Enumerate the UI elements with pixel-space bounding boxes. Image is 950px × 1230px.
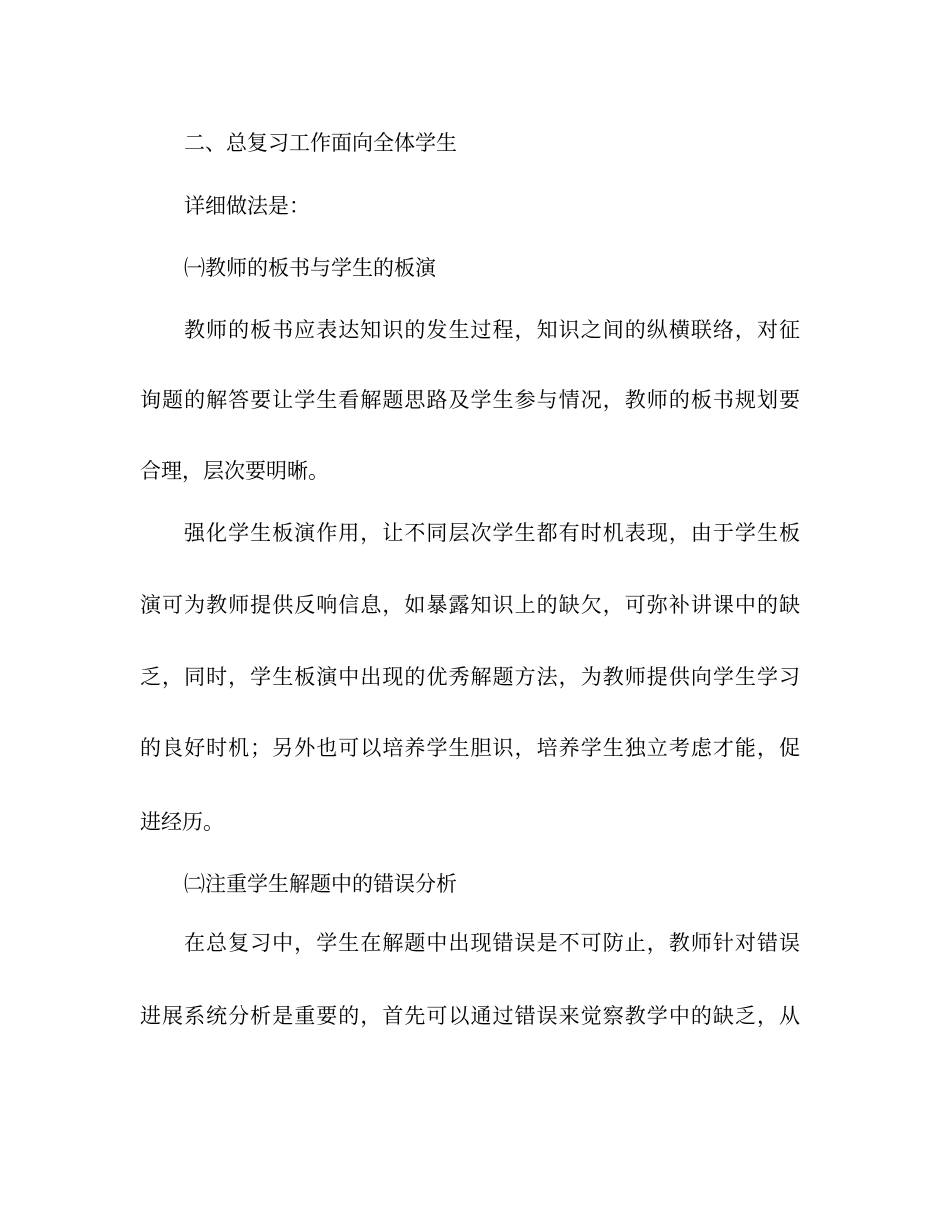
paragraph-line: 进经历。	[140, 810, 224, 834]
paragraph-line: 乏，同时，学生板演中出现的优秀解题方法，为教师提供向学生学习	[140, 665, 800, 689]
paragraph-line: 教师的板书应表达知识的发生过程，知识之间的纵横联络，对征	[184, 318, 800, 342]
intro-text: 详细做法是：	[184, 194, 310, 218]
subsection-title-1: ㈠教师的板书与学生的板演	[184, 256, 436, 280]
paragraph-line: 的良好时机；另外也可以培养学生胆识，培养学生独立考虑才能，促	[140, 736, 800, 760]
paragraph-line: 合理，层次要明晰。	[140, 459, 329, 483]
paragraph-line: 询题的解答要让学生看解题思路及学生参与情况，教师的板书规划要	[140, 388, 800, 412]
paragraph-line: 强化学生板演作用，让不同层次学生都有时机表现，由于学生板	[184, 521, 800, 545]
subsection-title-2: ㈡注重学生解题中的错误分析	[184, 872, 457, 896]
section-heading: 二、总复习工作面向全体学生	[184, 131, 457, 155]
paragraph-line: 进展系统分析是重要的，首先可以通过错误来觉察教学中的缺乏，从	[140, 1004, 800, 1028]
paragraph-line: 在总复习中，学生在解题中出现错误是不可防止，教师针对错误	[184, 931, 800, 955]
paragraph-line: 演可为教师提供反响信息，如暴露知识上的缺欠，可弥补讲课中的缺	[140, 593, 800, 617]
